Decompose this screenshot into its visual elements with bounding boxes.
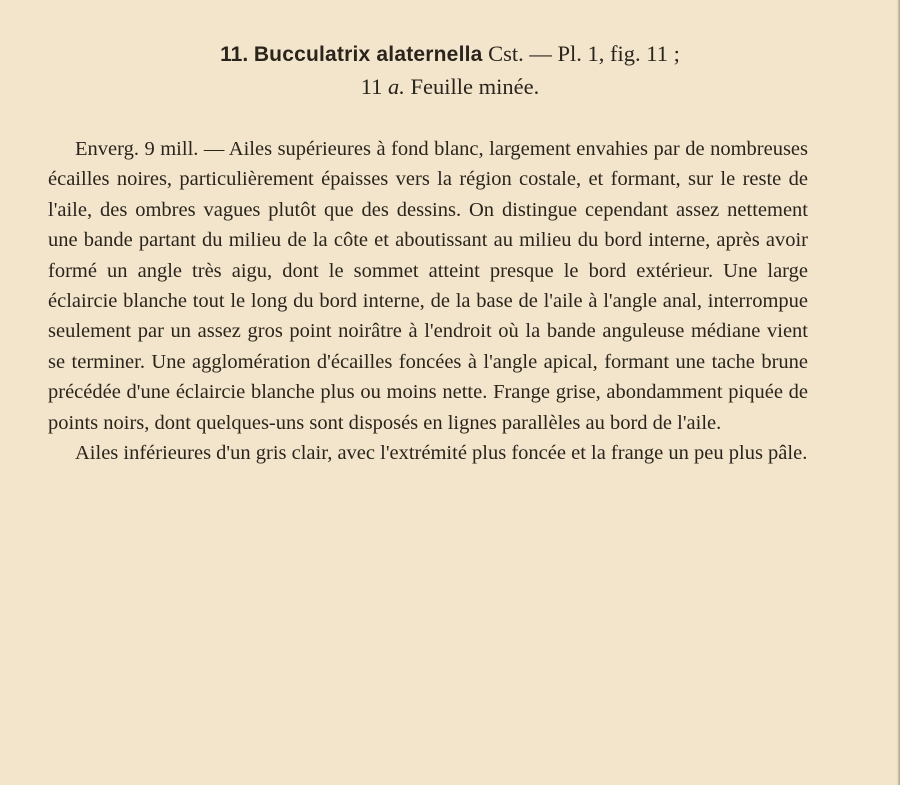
author-and-plate-reference: Cst. — Pl. 1, fig. 11 ;	[482, 41, 680, 66]
figure-letter: a.	[388, 74, 405, 99]
heading-line-2	[0, 71, 900, 103]
paragraph-hindwings: Ailes inférieures d'un gris clair, avec l'extrémité plus foncée et la frange un peu plus pâle.	[75, 442, 808, 465]
figure-number: 11	[360, 74, 389, 99]
entry-heading	[0, 38, 900, 103]
paragraph-forewings: Enverg. 9 mill. — Ailes supérieures à fond blanc, largement envahies par de nombreuses écailles noires, particulièrement épaisses vers la région costale, et formant, sur le reste de l'aile, des ombres vagues plutôt que des dessins. On distingue cependant assez nettement une bande partant du milieu de la côte et aboutissant au milieu du bord interne, après avoir formé un angle très aigu, dont le sommet atteint presque le bord extérieur. Une large éclaircie blanche tout le long du bord interne, de la base de l'aile à l'angle anal, interrompue seulement par un assez gros point noirâtre à l'endroit où la bande anguleuse médiane vient se terminer. Une agglomération d'écailles foncées à l'angle apical, formant une tache brune précédée d'une éclaircie blanche plus ou moins nette. Frange grise, abondamment piquée de points noirs, dont quelques-uns sont disposés en lignes parallèles au bord de l'aile.	[48, 138, 808, 434]
figure-caption: Feuille minée.	[404, 74, 540, 99]
description-body	[48, 134, 808, 468]
entry-number: 11.	[220, 43, 249, 66]
heading-line-1	[0, 38, 900, 71]
species-name: Bucculatrix alaternella	[253, 43, 483, 66]
